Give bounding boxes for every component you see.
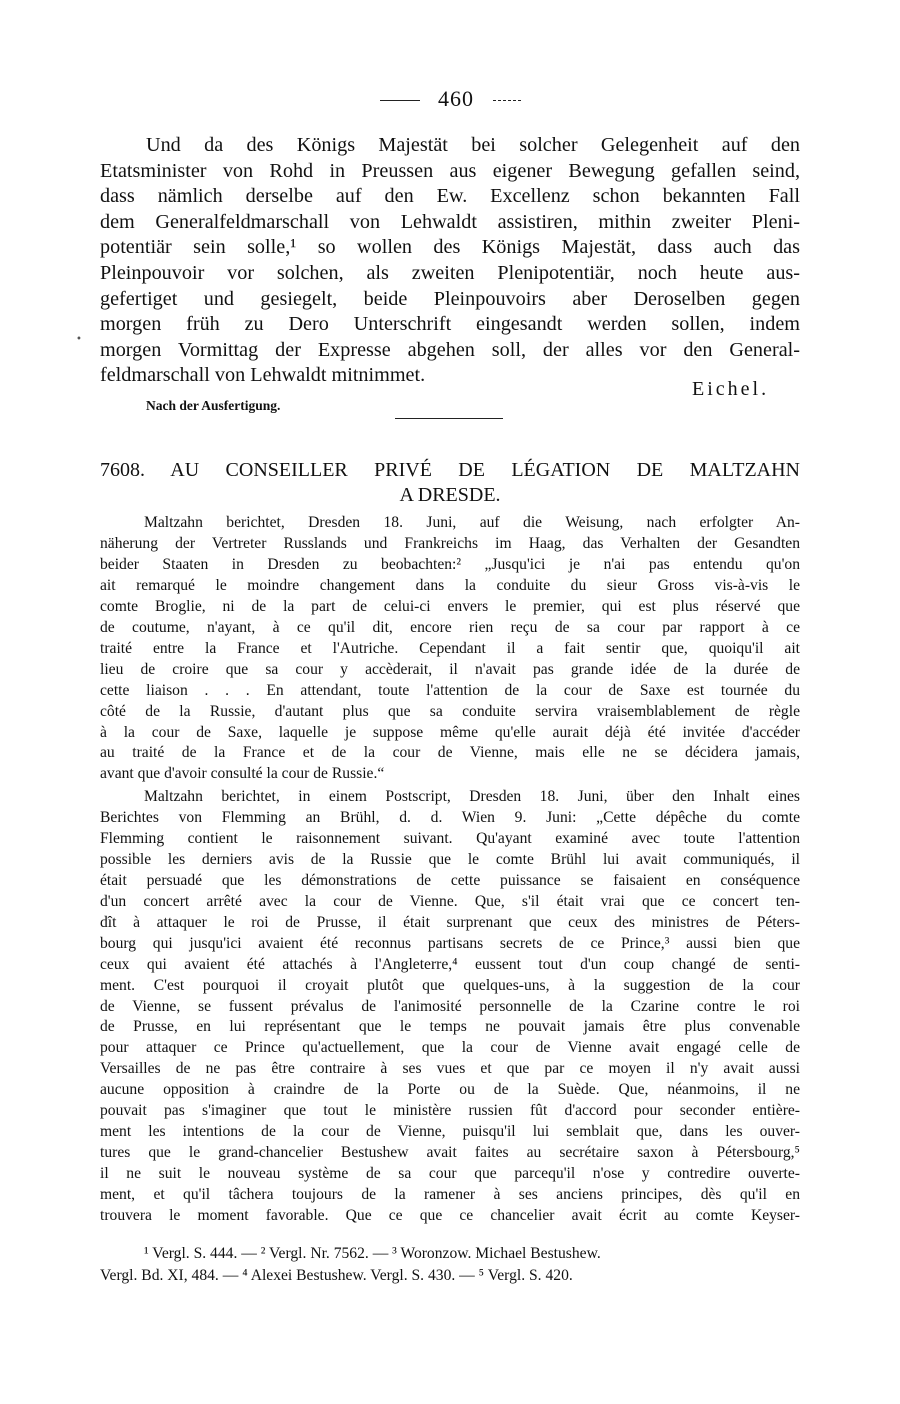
- text-line: morgen Vormittag der Expresse abgehen soll, der alles vor den General-: [100, 338, 800, 361]
- text-line: comte Broglie, ni de la part de celui-ci envers le premier, qui est plus réservé que: [100, 597, 800, 615]
- text-line: dît à attaquer le roi de Prusse, il était surprenant que ceux des ministres de Péters-: [100, 913, 800, 931]
- text-line: gefertiget und gesiegelt, beide Pleinpouvoirs aber Deroselben gegen: [100, 287, 800, 310]
- letter-end-text: [100, 133, 800, 389]
- signature: Eichel.: [692, 378, 770, 400]
- text-line: ceux qui avaient été attachés à l'Angleterre,⁴ eussent tout d'un coup changé de senti-: [100, 955, 800, 973]
- margin-mark: •: [76, 334, 82, 345]
- text-line: était persuadé que les démonstrations de cette puissance se faisaient en conséquence: [100, 871, 800, 889]
- text-line: trouvera le moment favorable. Que ce que ce chancelier avait écrit au comte Keyser-: [100, 1207, 800, 1225]
- text-line: dem Generalfeldmarschall von Lehwaldt assistiren, mithin zweiter Pleni-: [100, 210, 800, 233]
- page-header: [0, 86, 900, 112]
- page-number: 460: [438, 86, 474, 111]
- text-line: feldmarschall von Lehwaldt mitnimmet.: [100, 364, 426, 387]
- text-line: traité entre la France et l'Autriche. Cependant il a fait sentir que, quoiqu'il ait: [100, 639, 800, 657]
- text-line: Etatsminister von Rohd in Preussen aus eigener Bewegung gefallen seind,: [100, 159, 800, 182]
- text-line: Maltzahn berichtet, Dresden 18. Juni, auf die Weisung, nach erfolgter An-: [144, 514, 800, 531]
- paragraph-1: [100, 513, 800, 785]
- text-line: possible les derniers avis de la Russie que le comte Brühl lui avait communiqués, il: [100, 850, 800, 868]
- section-divider: [395, 418, 503, 419]
- text-line: ment. C'est pourquoi il croyait plutôt que quelques-uns, à la suggestion de la cour: [100, 976, 800, 994]
- text-line: ait remarqué le moindre changement dans la conduite du sieur Gross vis-à-vis le: [100, 576, 800, 594]
- text-line: Maltzahn berichtet, in einem Postscript, Dresden 18. Juni, über den Inhalt eines: [144, 788, 800, 805]
- text-line: à la cour de Saxe, laquelle je suppose même qu'elle aurait déjà été invitée d'accéder: [100, 723, 800, 741]
- text-line: pouvait pas s'imaginer que tout le ministère russien fût d'accord pour seconder entière-: [100, 1102, 800, 1120]
- header-rule-right: [493, 100, 521, 101]
- text-line: Pleinpouvoir vor solchen, als zweiten Plenipotentiär, noch heute aus-: [100, 261, 800, 284]
- text-line: avant que d'avoir consulté la cour de Russie.“: [100, 765, 385, 783]
- document-heading: [100, 458, 800, 508]
- source-note: Nach der Ausfertigung.: [146, 398, 281, 413]
- text-line: Berichtes von Flemming an Brühl, d. d. Wien 9. Juni: „Cette dépêche du comte: [100, 808, 800, 826]
- text-line: de coutume, n'ayant, à ce qu'il dit, encore rien reçu de sa cour par rapport à ce: [100, 618, 800, 636]
- text-line: lieu de croire que sa cour y accèderait, il n'avait pas grande idée de la durée de: [100, 660, 800, 678]
- text-line: de Vienne, se fussent prévalus de l'animosité personnelle de la Czarine contre le roi: [100, 997, 800, 1015]
- heading-line: A DRESDE.: [399, 484, 501, 506]
- text-line: morgen früh zu Dero Unterschrift eingesandt werden sollen, indem: [100, 313, 800, 336]
- text-line: ment les intentions de la cour de Vienne, puisqu'il lui semblait que, dans les ouver-: [100, 1123, 800, 1141]
- footnotes: [100, 1243, 800, 1287]
- text-line: bourg qui jusqu'ici avaient été reconnus partisans secrets de ce Prince,³ aussi bien que: [100, 934, 800, 952]
- text-line: d'un concert arrêté avec la cour de Vienne. Que, s'il était vrai que ce concert ten-: [100, 892, 800, 910]
- text-line: il ne suit le nouveau système de sa cour que parcequ'il n'ose y contredire ouverte-: [100, 1165, 800, 1183]
- text-line: aucune opposition à craindre de la Porte ou de la Suède. Que, néanmoins, il ne: [100, 1081, 800, 1099]
- text-line: Versailles de ne pas être contraire à ses vues et que par ce moyen il n'y avait aussi: [100, 1060, 800, 1078]
- text-line: potentiär sein solle,¹ so wollen des Königs Majestät, dass auch das: [100, 236, 800, 259]
- text-line: tures que le grand-chancelier Bestushew avait faites au secrétaire saxon à Pétersbourg,⁵: [100, 1144, 800, 1162]
- text-line: pour attaquer ce Prince qu'actuellement, que la cour de Vienne avait engagé celle de: [100, 1039, 800, 1057]
- text-line: ment, et qu'il tâchera toujours de la ramener à ses anciens principes, dès qu'il en: [100, 1186, 800, 1204]
- text-line: Und da des Königs Majestät bei solcher Gelegenheit auf den: [146, 134, 800, 156]
- text-line: dass nämlich derselbe auf den Ew. Excellenz schon bekannten Fall: [100, 185, 800, 208]
- text-line: au traité de la France et de la cour de Vienne, mais elle ne se décidera jamais,: [100, 744, 800, 762]
- text-line: de Prusse, en lui représentant que le temps ne pouvait jamais être plus convenable: [100, 1018, 800, 1036]
- text-line: beider Staaten in Dresden zu beobachten:² „Jusqu'ici je n'ai pas entendu qu'on: [100, 555, 800, 573]
- footnote-line: ¹ Vergl. S. 444. — ² Vergl. Nr. 7562. — ³ Woronzow. Michael Bestushew.: [144, 1245, 601, 1262]
- text-line: cette liaison . . . En attendant, toute l'attention de la cour de Saxe est tournée du: [100, 681, 800, 699]
- text-line: Flemming contient le raisonnement suivant. Qu'ayant examiné avec toute l'attention: [100, 829, 800, 847]
- footnote-line: Vergl. Bd. XI, 484. — ⁴ Alexei Bestushew. Vergl. S. 430. — ⁵ Vergl. S. 420.: [100, 1267, 573, 1284]
- paragraph-2: [100, 787, 800, 1227]
- text-line: näherung der Vertreter Russlands und Frankreichs im Haag, das Verhalten der Gesandten: [100, 534, 800, 552]
- text-line: côté de la Russie, d'autant plus que sa conduite servira vraisemblablement de règle: [100, 702, 800, 720]
- heading-line: 7608. AU CONSEILLER PRIVÉ DE LÉGATION DE MALTZAHN: [100, 459, 800, 481]
- header-rule-left: [380, 100, 420, 101]
